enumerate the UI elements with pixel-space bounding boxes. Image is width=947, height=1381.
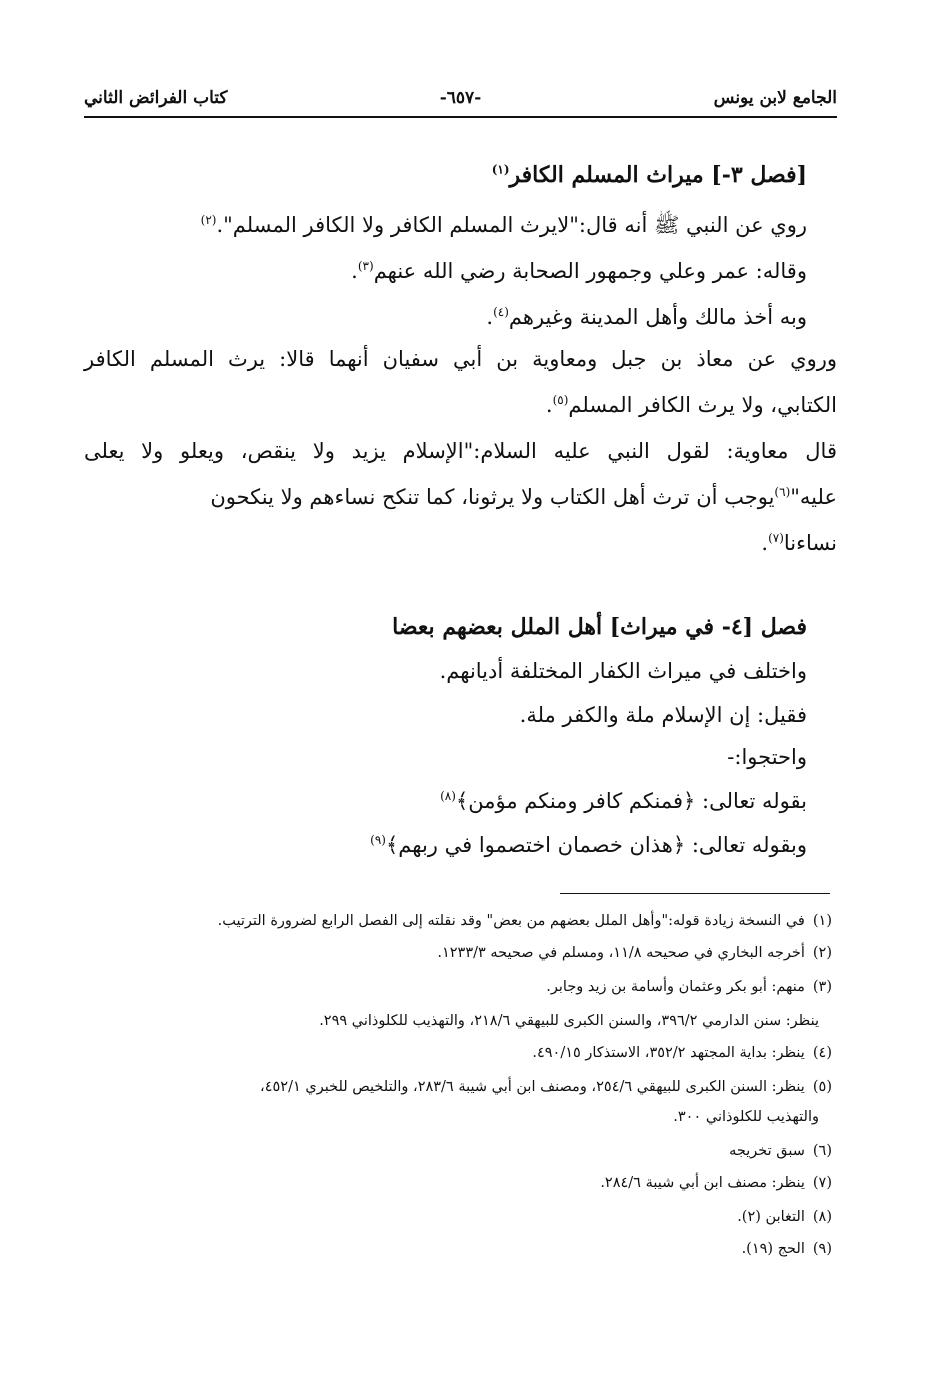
- footnote: (١)في النسخة زيادة قوله:"وأهل الملل بعضهم من بعض" وقد نقلته إلى الفصل الرابع لضرورة الترتيب.: [217, 913, 832, 929]
- text-line: وروي عن معاذ بن جبل ومعاوية بن أبي سفيان أنهما قالا: يرث المسلم الكافر: [84, 347, 837, 371]
- footnote-ref: (١): [491, 162, 510, 177]
- header-rule: [84, 116, 837, 118]
- footnote-ref: (٩): [370, 833, 386, 847]
- footnote: (٩)الحج (١٩).: [741, 1241, 832, 1257]
- section-4-title: فصل [٤- في ميراث] أهل الملل بعضهم بعضا: [392, 614, 807, 640]
- footnote: (٣)منهم: أبو بكر وعثمان وأسامة بن زيد وجابر.: [546, 979, 832, 995]
- text-line: واحتجوا:-: [727, 745, 807, 769]
- footnote-ref: (٨): [440, 789, 456, 803]
- header-book-title: الجامع لابن يونس: [713, 88, 837, 108]
- footnote: (٥)ينظر: السنن الكبرى للبيهقي ٢٥٤/٦، ومصنف ابن أبي شيبة ٢٨٣/٦، والتلخيص للخبري ٤٥٢/١،: [260, 1079, 832, 1095]
- text-line: روي عن النبي ﷺ أنه قال:"لايرث المسلم الكافر ولا الكافر المسلم".$^{(٢)}$: [200, 213, 807, 237]
- footnote: (٦)سبق تخريجه: [729, 1143, 832, 1159]
- footnote: (٨)التغابن (٢).: [737, 1209, 832, 1225]
- page-number: -٦٥٧-: [439, 88, 482, 108]
- quran-verse-line: بقوله تعالى: ﴿فمنكم كافر ومنكم مؤمن﴾$^{(٨)}$: [440, 789, 807, 813]
- header-chapter-title: كتاب الفرائض الثاني: [84, 88, 228, 108]
- text-line: فقيل: إن الإسلام ملة والكفر ملة.: [519, 703, 807, 727]
- footnote: (٧)ينظر: مصنف ابن أبي شيبة ٢٨٤/٦.: [600, 1175, 832, 1191]
- footnote-ref: (٤): [493, 305, 509, 319]
- text-line: وقاله: عمر وعلي وجمهور الصحابة رضي الله عنهم$^{(٣)}$.: [351, 259, 807, 283]
- text-line: واختلف في ميراث الكفار المختلفة أديانهم.: [439, 659, 807, 683]
- footnote: (٤)ينظر: بداية المجتهد ٣٥٢/٢، الاستذكار ٤٩٠/١٥.: [532, 1045, 832, 1061]
- footnote: (٢)أخرجه البخاري في صحيحه ١١/٨، ومسلم في صحيحه ١٢٣٣/٣.: [437, 945, 832, 961]
- section-3-heading: [84, 160, 807, 190]
- text-line: وبه أخذ مالك وأهل المدينة وغيرهم$^{(٤)}$.: [486, 305, 807, 329]
- footnote-separator: [560, 893, 830, 894]
- footnote-continuation: ينظر: سنن الدارمي ٣٩٦/٢، والسنن الكبرى للبيهقي ٢١٨/٦، والتهذيب للكلوذاني ٢٩٩.: [319, 1013, 819, 1029]
- footnote-ref: (٣): [357, 259, 374, 273]
- text-line: نساءنا$^{(٧)}$.: [761, 531, 837, 555]
- footnote-ref: (٢): [200, 213, 217, 227]
- section-3-title: [فصل ٣-] ميراث المسلم الكافر: [509, 162, 807, 188]
- quran-verse-line: وبقوله تعالى: ﴿هذان خصمان اختصموا في ربهم﴾$^{(٩)}$: [370, 833, 807, 857]
- text-line: الكتابي، ولا يرث الكافر المسلم$^{(٥)}$.: [545, 393, 837, 417]
- footnote-ref: (٧): [768, 531, 784, 545]
- footnote-continuation: والتهذيب للكلوذاني ٣٠٠.: [673, 1109, 819, 1125]
- footnote-ref: (٥): [552, 393, 569, 407]
- text-line: قال معاوية: لقول النبي عليه السلام:"الإسلام يزيد ولا ينقص، ويعلو ولا يعلى: [84, 439, 837, 463]
- section-4-heading: [84, 612, 807, 642]
- running-header: [84, 86, 837, 114]
- text-line: عليه"$^{(٦)}$يوجب أن ترث أهل الكتاب ولا يرثونا، كما تنكح نساءهم ولا ينكحون: [210, 485, 837, 509]
- footnote-ref: (٦): [774, 485, 791, 499]
